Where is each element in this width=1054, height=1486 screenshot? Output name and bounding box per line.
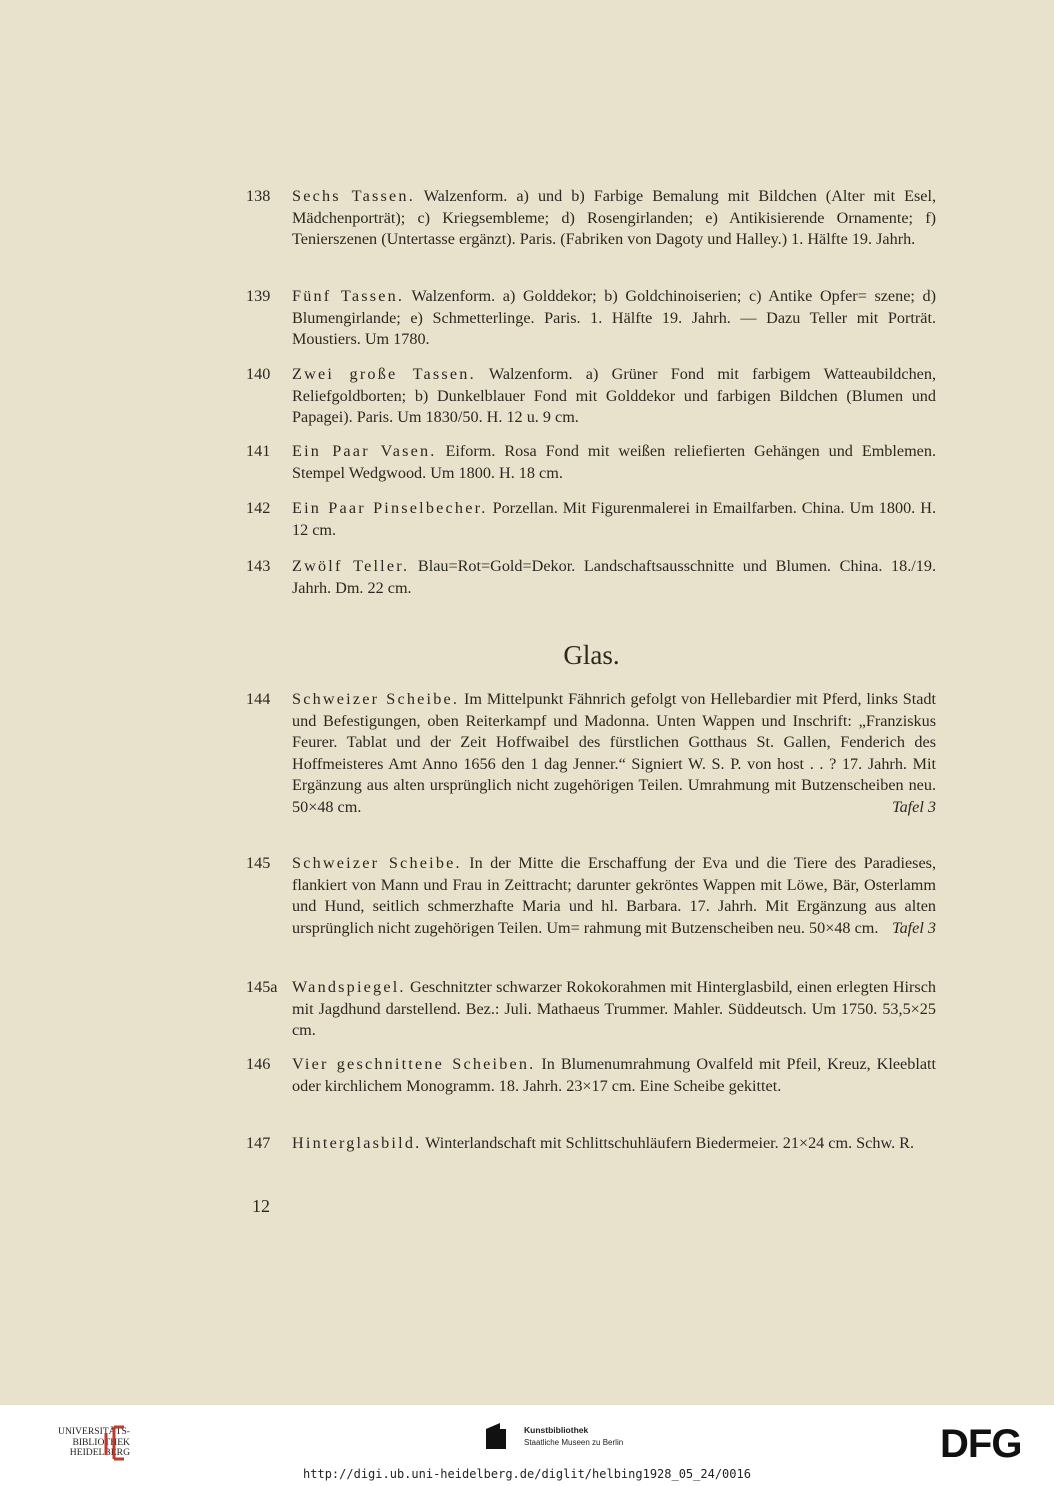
dfg-logo[interactable]: DFG (940, 1422, 1022, 1466)
catalog-entry-145a (246, 977, 936, 1042)
entry-text: Im Mittelpunkt Fähnrich gefolgt von Hellebardier mit Pferd, links Stadt und Befestigungen, oben Reiterkampf und Madonna. Unten Wappen und Inschrift: „Franziskus Feurer. Tablat und der Zeit Hoffwaibel des fürstlichen Gotthaus St. Gallen, Fenderich des Hoffmeisteres Amt Anno 1656 den 1 dag Jenner.“ Signiert W. S. P. von host . . ? 17. Jahrh. Mit Ergänzung aus alten ursprünglich nicht zugehörigen Teilen. Umrahmung mit Butzenscheiben neu. 50×48 cm. (292, 690, 936, 816)
catalog-entry-145 (246, 853, 936, 939)
entry-text: In Blumenumrahmung Ovalfeld mit Pfeil, Kreuz, Kleeblatt oder kirchlichem Monogramm. 18. Jahrh. 23×17 cm. Eine Scheibe gekittet. (292, 1055, 937, 1095)
entry-text: Eiform. Rosa Fond mit weißen reliefierten Gehängen und Emblemen. Stempel Wedgwood. Um 1800. H. 18 cm. (292, 442, 936, 482)
entry-number: 145 (246, 854, 271, 872)
entry-text: Blau=Rot=Gold=Dekor. Landschaftsausschnitte und Blumen. China. 18./19. Jahrh. Dm. 22 cm. (292, 557, 937, 597)
entry-title: Zwei große Tassen. (292, 365, 476, 383)
kb-name: Kunstbibliothek (524, 1425, 589, 1435)
entry-title: Hinterglasbild. (292, 1134, 422, 1152)
entry-text: In der Mitte die Erschaffung der Eva und die Tiere des Paradieses, flankiert von Mann und Frau in Zeittracht; darunter gekröntes Wappen mit Löwe, Bär, Osterlamm und Hund, seitlich schmerzhafte Maria und hl. Barbara. 17. Jahrh. Mit Ergänzung aus alten ursprünglich nicht zugehörigen Teilen. Um= rahmung mit Butzenscheiben neu. 50×48 cm. (292, 854, 937, 937)
catalog-entry-144 (246, 689, 936, 819)
kunstbibliothek-logo-icon (482, 1421, 518, 1457)
entry-title: Ein Paar Vasen. (292, 442, 437, 460)
entry-title: Fünf Tassen. (292, 287, 405, 305)
entry-number: 138 (246, 187, 271, 205)
entry-text: Porzellan. Mit Figurenmalerei in Emailfarben. China. Um 1800. H. 12 cm. (292, 499, 936, 539)
catalog-entry-147 (246, 1133, 936, 1155)
entry-title: Schweizer Scheibe. (292, 690, 460, 708)
source-url-link[interactable]: http://digi.ub.uni-heidelberg.de/diglit/helbing1928_05_24/0016 (303, 1467, 751, 1481)
ub-line-1: UNIVERSITÄTS- (58, 1426, 130, 1437)
plate-reference: Tafel 3 (892, 797, 936, 816)
entry-title: Vier geschnittene Scheiben. (292, 1055, 536, 1073)
entry-title: Schweizer Scheibe. (292, 854, 462, 872)
entry-title: Sechs Tassen. (292, 187, 415, 205)
entry-title: Wandspiegel. (292, 978, 406, 996)
section-heading: Glas. (563, 640, 620, 670)
entry-text: Walzenform. a) Grüner Fond mit farbigem Watteaubildchen, Reliefgoldborten; b) Dunkelblauer Fond mit Golddekor und farbigen Bildchen (Blumen und Papagei). Paris. Um 1830/50. H. 12 u. 9 cm. (292, 365, 936, 427)
entry-title: Zwölf Teller. (292, 557, 410, 575)
entry-number: 144 (246, 690, 271, 708)
catalog-entry-142 (246, 498, 936, 541)
entry-number: 140 (246, 365, 271, 383)
entry-number: 147 (246, 1134, 271, 1152)
entry-text: Walzenform. a) Golddekor; b) Goldchinoiserien; c) Antike Opfer= szene; d) Blumengirlande; e) Schmetterlinge. Paris. 1. Hälfte 19. Jahrh. — Dazu Teller mit Porträt. Moustiers. Um 1780. (292, 287, 936, 349)
catalog-entry-146 (246, 1054, 936, 1097)
entry-number: 139 (246, 287, 271, 305)
entry-number: 142 (246, 499, 271, 517)
catalog-entry-143 (246, 556, 936, 599)
entry-text: Walzenform. a) und b) Farbige Bemalung mit Bildchen (Alter mit Esel, Mädchenporträt); c) Kriegsembleme; d) Rosengirlanden; e) Antikisierende Ornamente; f) Tenierszenen (Untertasse ergänzt). Paris. (Fabriken von Dagoty und Halley.) 1. Hälfte 19. Jahrh. (292, 187, 936, 249)
entry-number: 141 (246, 442, 271, 460)
entry-number: 145a (246, 978, 278, 996)
ub-heidelberg-logo-icon (100, 1425, 126, 1461)
entry-title: Ein Paar Pinselbecher. (292, 499, 488, 517)
kb-subtitle: Staatliche Museen zu Berlin (524, 1438, 624, 1447)
catalog-entry-139 (246, 286, 936, 351)
entry-number: 143 (246, 557, 271, 575)
entry-text: Winterlandschaft mit Schlittschuhläufern Biedermeier. 21×24 cm. Schw. R. (425, 1134, 915, 1152)
catalog-entry-141 (246, 441, 936, 484)
entry-number: 146 (246, 1055, 271, 1073)
catalog-entry-140 (246, 364, 936, 429)
catalog-entry-138 (246, 186, 936, 251)
entry-text: Geschnitzter schwarzer Rokokorahmen mit Hinterglasbild, einen erlegten Hirsch mit Jagdhund darstellend. Bez.: Juli. Mathaeus Trummer. Mahler. Süddeutsch. Um 1750. 53,5×25 cm. (292, 978, 937, 1040)
plate-reference: Tafel 3 (892, 918, 936, 937)
kunstbibliothek-logo-text[interactable] (524, 1424, 623, 1449)
ub-line-3: HEIDELBERG (69, 1447, 130, 1458)
ub-line-2: BIBLIOTHEK (72, 1436, 130, 1448)
page-number: 12 (252, 1196, 270, 1216)
